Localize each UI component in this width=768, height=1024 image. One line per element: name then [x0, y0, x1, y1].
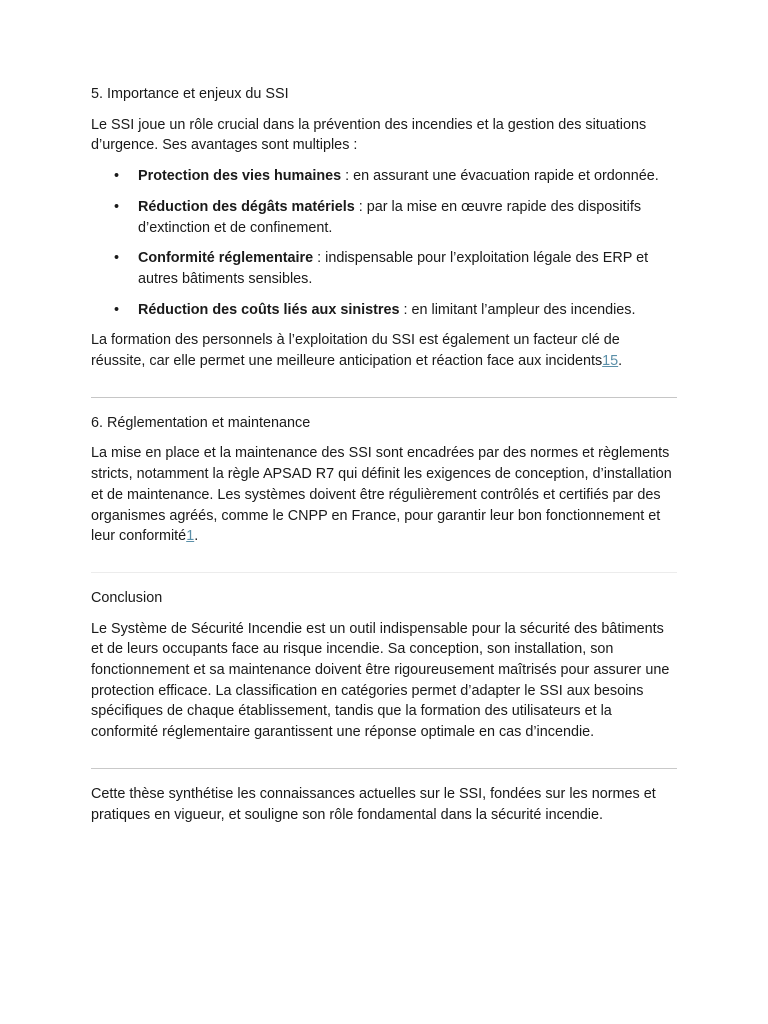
list-item [91, 248, 677, 289]
section-6-body-end: . [194, 528, 199, 545]
advantages-list [91, 166, 677, 320]
section-6-body-text: La mise en place et la maintenance des SSI sont encadrées par des normes et règlements stricts, notamment la règle APSAD R7 qui définit les exigences de conception, d’installation et de maintenance. Les systèmes doivent être régulièrement contrôlés et certifiés par des organismes agréés, comme le CNPP en France, pour garantir leur bon fonctionnement et leur conformité [91, 445, 672, 545]
divider [91, 397, 677, 398]
conclusion-body: Le Système de Sécurité Incendie est un outil indispensable pour la sécurité des bâtiments et de leurs occupants face au risque incendie. Sa conception, son installation, son fonctionnement et sa maintenance doivent être rigoureusement maîtrisés pour assurer une protection efficace. La classification en catégories permet d’adapter le SSI aux besoins spécifiques de chaque établissement, tandis que la formation des utilisateurs et la conformité réglementaire garantissent une réponse optimale en cas d’incendie. [91, 620, 670, 741]
list-item-term: Réduction des coûts liés aux sinistres [138, 301, 400, 318]
list-item-term: Réduction des dégâts matériels [138, 198, 355, 215]
section-6-heading: 6. Réglementation et maintenance [91, 414, 311, 431]
conclusion-heading: Conclusion [91, 589, 163, 606]
final-note: Cette thèse synthétise les connaissances actuelles sur le SSI, fondées sur les normes et pratiques en vigueur, et souligne son rôle fondamental dans la sécurité incendie. [91, 785, 656, 823]
list-item-text: : en assurant une évacuation rapide et ordonnée. [341, 168, 659, 185]
list-item-text: : en limitant l’ampleur des incendies. [399, 301, 636, 318]
bullet-icon: • [114, 301, 120, 318]
bullet-icon: • [114, 168, 120, 185]
list-item-term: Conformité réglementaire [138, 250, 314, 267]
list-item [91, 300, 677, 321]
list-item-text: : indispensable pour l’exploitation légale des ERP et autres bâtiments sensibles. [138, 250, 649, 287]
divider [91, 572, 677, 573]
footnote-link-15[interactable]: 15 [602, 353, 619, 370]
document-content [91, 84, 677, 835]
footnote-link-1[interactable]: 1 [186, 528, 195, 545]
section-5-intro: Le SSI joue un rôle crucial dans la prévention des incendies et la gestion des situations d’urgence. Ses avantages sont multiples : [91, 116, 647, 154]
bullet-icon: • [114, 250, 120, 267]
list-item [91, 197, 677, 238]
list-item-text: : par la mise en œuvre rapide des dispositifs d’extinction et de confinement. [138, 198, 642, 236]
bullet-icon: • [114, 198, 120, 215]
list-item [91, 166, 677, 187]
section-5-closing [91, 330, 677, 371]
section-5-closing-end: . [618, 353, 623, 370]
divider [91, 768, 677, 769]
section-5-closing-text: La formation des personnels à l’exploitation du SSI est également un facteur clé de réussite, car elle permet une meilleure anticipation et réaction face aux incidents [91, 332, 620, 370]
list-item-term: Protection des vies humaines [138, 168, 342, 185]
section-5-heading: 5. Importance et enjeux du SSI [91, 86, 289, 102]
section-6-body [91, 443, 677, 547]
